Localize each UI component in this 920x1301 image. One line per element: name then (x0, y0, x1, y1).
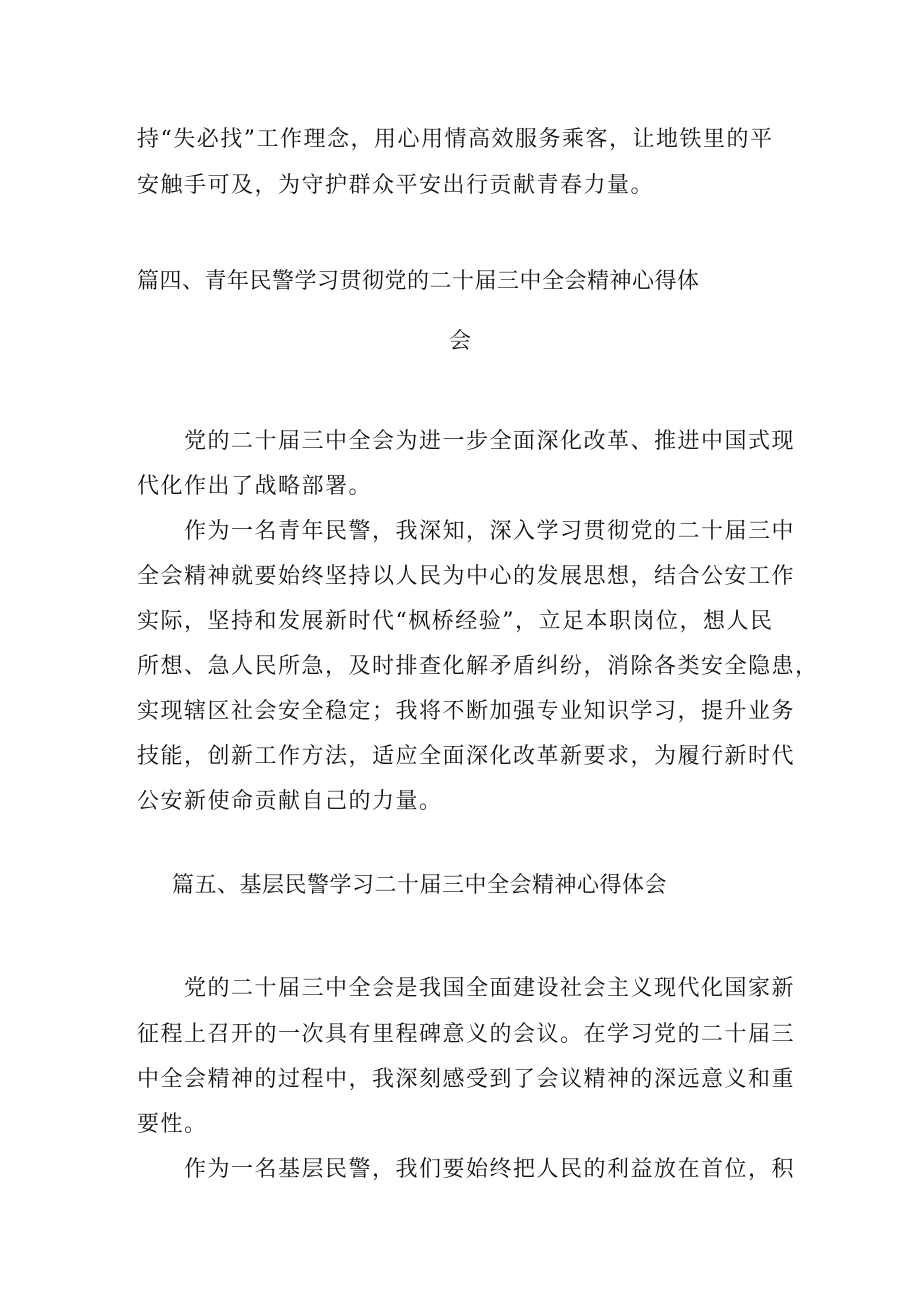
section4-p1-line-2: 代化作出了战略部署。 (137, 474, 373, 499)
section5-p1-line-1: 党的二十届三中全会是我国全面建设社会主义现代化国家新 (184, 976, 796, 1001)
section4-p2-line-4: 所想、急人民所急，及时排查化解矛盾纠纷，消除各类安全隐患， (137, 654, 819, 679)
section5-title: 篇五、基层民警学习二十届三中全会精神心得体会 (172, 873, 668, 898)
section4-p2-line-7: 公安新使命贡献自己的力量。 (137, 789, 443, 814)
intro-line-2: 安触手可及，为守护群众平安出行贡献青春力量。 (137, 173, 655, 198)
section4-p2-line-1: 作为一名青年民警，我深知，深入学习贯彻党的二十届三中 (184, 519, 796, 544)
section4-p2-line-3: 实际，坚持和发展新时代“枫桥经验”，立足本职岗位，想人民 (137, 609, 774, 634)
intro-line-1: 持“失必找”工作理念，用心用情高效服务乘客，让地铁里的平 (137, 127, 774, 152)
section4-title-line-1: 篇四、青年民警学习贯彻党的二十届三中全会精神心得体 (137, 269, 700, 294)
section5-p1-line-4: 要性。 (137, 1112, 208, 1137)
section4-p2-line-2: 全会精神就要始终坚持以人民为中心的发展思想，结合公安工作 (137, 564, 796, 589)
section5-p1-line-3: 中全会精神的过程中，我深刻感受到了会议精神的深远意义和重 (137, 1067, 796, 1092)
section4-p1-line-1: 党的二十届三中全会为进一步全面深化改革、推进中国式现 (184, 429, 796, 454)
section5-p2-line-1: 作为一名基层民警，我们要始终把人民的利益放在首位，积 (184, 1157, 796, 1182)
section4-p2-line-5: 实现辖区社会安全稳定；我将不断加强专业知识学习，提升业务 (137, 699, 796, 724)
section4-title-line-2: 会 (449, 329, 472, 354)
section4-p2-line-6: 技能，创新工作方法，适应全面深化改革新要求，为履行新时代 (137, 744, 796, 769)
section5-p1-line-2: 征程上召开的一次具有里程碑意义的会议。在学习党的二十届三 (137, 1022, 796, 1047)
